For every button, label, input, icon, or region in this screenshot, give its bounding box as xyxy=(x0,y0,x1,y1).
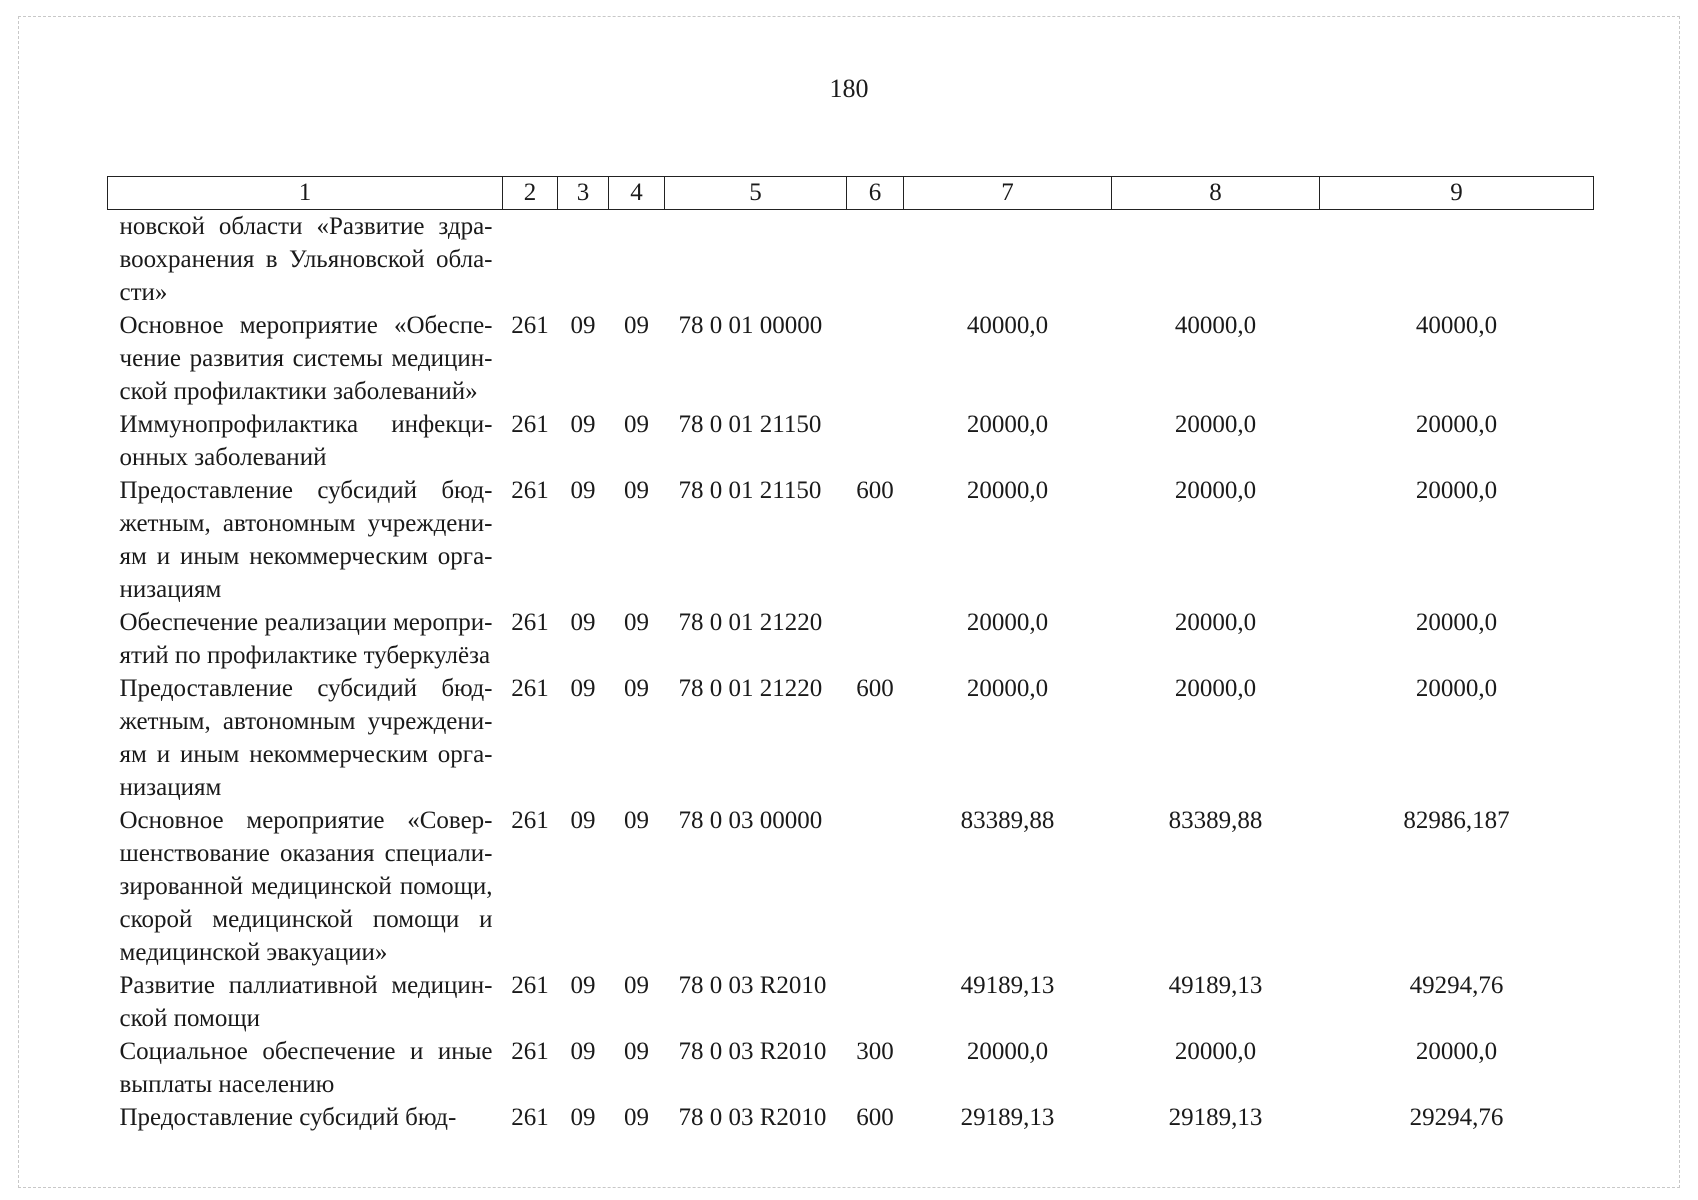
row-name-cell xyxy=(108,210,503,310)
row-name-line: Основное мероприятие «Обеспе- xyxy=(119,312,493,339)
row-name-line: низациям xyxy=(119,774,222,801)
subsection-code-cell: 09 xyxy=(624,1104,649,1131)
subsection-code-cell: 09 xyxy=(624,972,649,999)
section-code-cell xyxy=(558,210,609,310)
amount-cell: 49189,13 xyxy=(1168,972,1263,999)
table-row xyxy=(108,474,1594,606)
row-name-cell xyxy=(108,804,503,969)
row-name-cell xyxy=(108,606,503,672)
expense-type-cell xyxy=(847,210,904,310)
target-article-cell: 78 0 01 21150 xyxy=(678,411,822,438)
column-header: 9 xyxy=(1320,177,1594,210)
section-code-cell: 09 xyxy=(570,675,596,702)
row-name-line: скорой медицинской помощи и xyxy=(119,906,493,933)
table-row xyxy=(108,969,1594,1035)
amount-cell: 20000,0 xyxy=(1415,411,1498,438)
admin-code-cell: 261 xyxy=(511,1104,549,1131)
expense-type-cell xyxy=(847,606,904,672)
table-header-row xyxy=(108,177,1594,210)
row-name-line: Предоставление субсидий бюд- xyxy=(119,675,493,702)
target-article-cell: 78 0 03 R2010 xyxy=(678,1038,827,1065)
subsection-code-cell: 09 xyxy=(624,312,649,339)
amount-cell: 29294,76 xyxy=(1409,1104,1504,1131)
amount-cell: 82986,187 xyxy=(1403,807,1510,834)
row-name-cell xyxy=(108,969,503,1035)
section-code-cell: 09 xyxy=(570,477,596,504)
column-header: 7 xyxy=(904,177,1112,210)
subsection-code-cell xyxy=(609,210,665,310)
row-name-line: чение развития системы медицин- xyxy=(119,345,493,372)
table-row xyxy=(108,1101,1594,1134)
column-header: 1 xyxy=(108,177,503,210)
amount-cell: 29189,13 xyxy=(960,1104,1055,1131)
row-name-line: Обеспечение реализации меропри- xyxy=(119,609,493,636)
amount-cell: 20000,0 xyxy=(1174,477,1257,504)
amount-cell xyxy=(904,210,1112,310)
column-header: 3 xyxy=(558,177,609,210)
expense-type-cell: 600 xyxy=(856,477,894,504)
row-name-line: Основное мероприятие «Совер- xyxy=(119,807,493,834)
subsection-code-cell: 09 xyxy=(624,675,649,702)
row-name-line: низациям xyxy=(119,576,222,603)
amount-cell: 40000,0 xyxy=(966,312,1049,339)
amount-cell: 20000,0 xyxy=(1415,609,1498,636)
amount-cell: 20000,0 xyxy=(1174,1038,1257,1065)
target-article-cell: 78 0 01 21150 xyxy=(678,477,822,504)
admin-code-cell: 261 xyxy=(511,411,549,438)
target-article-cell xyxy=(665,210,847,310)
amount-cell: 20000,0 xyxy=(1174,675,1257,702)
amount-cell: 20000,0 xyxy=(1174,609,1257,636)
amount-cell: 83389,88 xyxy=(1168,807,1263,834)
table-row xyxy=(108,309,1594,408)
expense-type-cell xyxy=(847,408,904,474)
row-name-cell xyxy=(108,1035,503,1101)
amount-cell: 20000,0 xyxy=(1415,477,1498,504)
admin-code-cell: 261 xyxy=(511,1038,549,1065)
subsection-code-cell: 09 xyxy=(624,477,649,504)
amount-cell: 20000,0 xyxy=(1415,675,1498,702)
column-header: 6 xyxy=(847,177,904,210)
amount-cell: 49294,76 xyxy=(1409,972,1504,999)
admin-code-cell: 261 xyxy=(511,609,549,636)
page-number: 180 xyxy=(829,74,869,103)
table-row xyxy=(108,210,1594,310)
amount-cell: 40000,0 xyxy=(1174,312,1257,339)
table-row xyxy=(108,606,1594,672)
row-name-line: выплаты населению xyxy=(119,1071,335,1098)
admin-code-cell: 261 xyxy=(511,312,549,339)
row-name-line: Предоставление субсидий бюд- xyxy=(119,477,493,504)
expense-type-cell xyxy=(847,309,904,408)
section-code-cell: 09 xyxy=(570,972,596,999)
row-name-line: онных заболеваний xyxy=(119,444,327,471)
table-row xyxy=(108,804,1594,969)
admin-code-cell xyxy=(503,210,558,310)
amount-cell: 40000,0 xyxy=(1415,312,1498,339)
row-name-cell xyxy=(108,474,503,606)
amount-cell: 20000,0 xyxy=(966,411,1049,438)
admin-code-cell: 261 xyxy=(511,477,549,504)
subsection-code-cell: 09 xyxy=(624,411,649,438)
row-name-line: Предоставление субсидий бюд- xyxy=(119,1104,457,1131)
target-article-cell: 78 0 01 00000 xyxy=(678,312,823,339)
column-header: 8 xyxy=(1112,177,1320,210)
amount-cell: 49189,13 xyxy=(960,972,1055,999)
target-article-cell: 78 0 03 R2010 xyxy=(678,1104,827,1131)
row-name-line: зированной медицинской помощи, xyxy=(119,873,493,900)
budget-table xyxy=(107,176,1594,1134)
row-name-cell xyxy=(108,408,503,474)
section-code-cell: 09 xyxy=(570,1038,596,1065)
expense-type-cell xyxy=(847,804,904,969)
amount-cell: 29189,13 xyxy=(1168,1104,1263,1131)
amount-cell: 20000,0 xyxy=(966,477,1049,504)
target-article-cell: 78 0 01 21220 xyxy=(678,609,823,636)
row-name-line: жетным, автономным учреждени- xyxy=(119,510,493,537)
section-code-cell: 09 xyxy=(570,312,596,339)
table-body xyxy=(108,210,1594,1135)
row-name-line: медицинской эвакуации» xyxy=(119,939,388,966)
table-row xyxy=(108,1035,1594,1101)
subsection-code-cell: 09 xyxy=(624,609,649,636)
section-code-cell: 09 xyxy=(570,609,596,636)
expense-type-cell xyxy=(847,969,904,1035)
amount-cell: 83389,88 xyxy=(960,807,1055,834)
target-article-cell: 78 0 03 00000 xyxy=(678,807,823,834)
expense-type-cell: 600 xyxy=(856,1104,894,1131)
subsection-code-cell: 09 xyxy=(624,807,649,834)
expense-type-cell: 300 xyxy=(856,1038,894,1065)
row-name-cell xyxy=(108,1101,503,1134)
row-name-line: новской области «Развитие здра- xyxy=(119,213,493,240)
row-name-line: ской помощи xyxy=(119,1005,260,1032)
amount-cell xyxy=(1112,210,1320,310)
table-row xyxy=(108,408,1594,474)
table-row xyxy=(108,672,1594,804)
row-name-line: ям и иным некоммерческим орга- xyxy=(119,543,493,570)
section-code-cell: 09 xyxy=(570,411,596,438)
row-name-line: ской профилактики заболеваний» xyxy=(119,378,478,405)
amount-cell: 20000,0 xyxy=(1415,1038,1498,1065)
row-name-cell xyxy=(108,309,503,408)
admin-code-cell: 261 xyxy=(511,807,549,834)
expense-type-cell: 600 xyxy=(856,675,894,702)
row-name-line: сти» xyxy=(119,279,168,306)
row-name-cell xyxy=(108,672,503,804)
row-name-line: Развитие паллиативной медицин- xyxy=(119,972,493,999)
row-name-line: ятий по профилактике туберкулёза xyxy=(119,642,491,669)
amount-cell: 20000,0 xyxy=(966,675,1049,702)
column-header: 5 xyxy=(665,177,847,210)
section-code-cell: 09 xyxy=(570,1104,596,1131)
row-name-line: воохранения в Ульяновской обла- xyxy=(119,246,493,273)
row-name-line: ям и иным некоммерческим орга- xyxy=(119,741,493,768)
admin-code-cell: 261 xyxy=(511,675,549,702)
amount-cell xyxy=(1320,210,1594,310)
target-article-cell: 78 0 03 R2010 xyxy=(678,972,827,999)
admin-code-cell: 261 xyxy=(511,972,549,999)
column-header: 2 xyxy=(503,177,558,210)
amount-cell: 20000,0 xyxy=(1174,411,1257,438)
row-name-line: жетным, автономным учреждени- xyxy=(119,708,493,735)
amount-cell: 20000,0 xyxy=(966,1038,1049,1065)
row-name-line: Социальное обеспечение и иные xyxy=(119,1038,493,1065)
section-code-cell: 09 xyxy=(570,807,596,834)
subsection-code-cell: 09 xyxy=(624,1038,649,1065)
target-article-cell: 78 0 01 21220 xyxy=(678,675,823,702)
row-name-line: Иммунопрофилактика инфекци- xyxy=(119,411,493,438)
row-name-line: шенствование оказания специали- xyxy=(119,840,493,867)
column-header: 4 xyxy=(609,177,665,210)
amount-cell: 20000,0 xyxy=(966,609,1049,636)
